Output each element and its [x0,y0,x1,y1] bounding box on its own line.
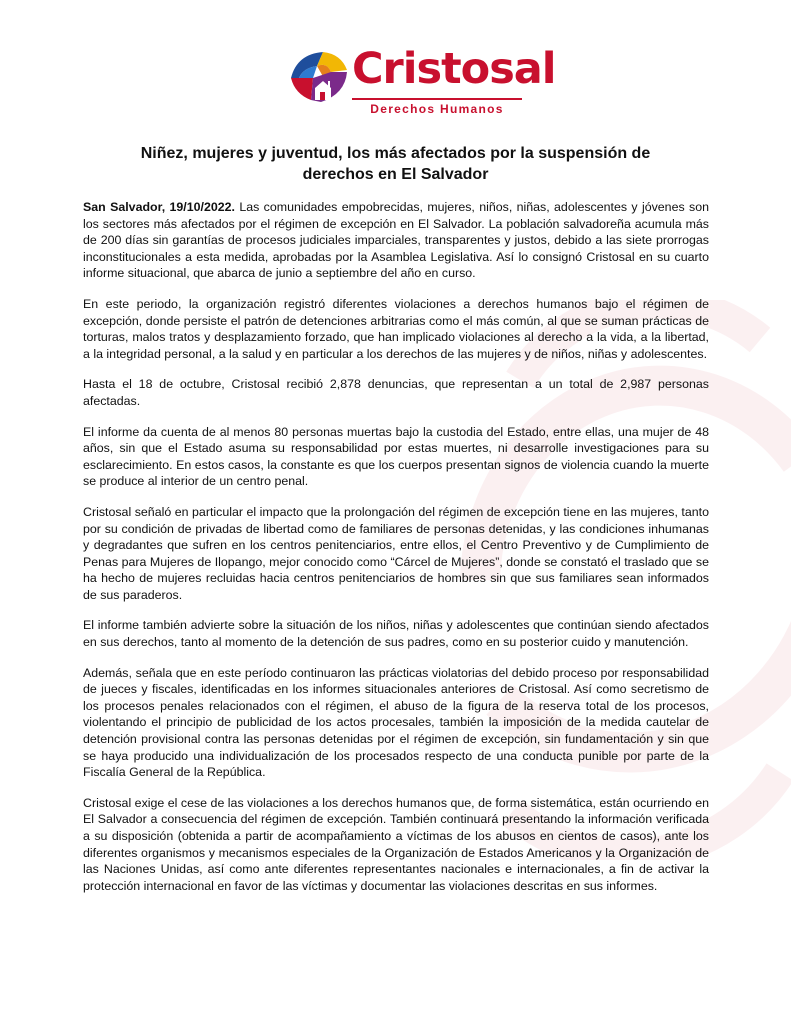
dateline: San Salvador, 19/10/2022. [83,200,235,214]
paragraph-5: Cristosal señaló en particular el impacto que la prolongación del régimen de excepción tiene en las mujeres, tanto por su condición de privadas de libertad como de familiares de personas detenidas, y las condiciones inhumanas y degradantes que sufren en los centros penitenciarios, entre ellos, el Centro Preventivo y de Cumplimiento de Penas para Mujeres de Ilopango, mejor conocido como “Cárcel de Mujeres”, donde se constató el traslado que se ha hecho de mujeres recluidas hacia centros penitenciarios de hombres sin que sus familiares sean informados de sus paraderos. [83,504,709,602]
brand-subtitle: Derechos Humanos [370,102,504,116]
paragraph-3: Hasta el 18 de octubre, Cristosal recibió 2,878 denuncias, que representan a un total de 2,987 personas afectadas. [83,377,709,408]
document-header [0,34,791,124]
cristosal-logo-icon [287,48,349,106]
paragraph-1-text: Las comunidades empobrecidas, mujeres, niños, niñas, adolescentes y jóvenes son los sectores más afectados por el régimen de excepción en El Salvador. La población salvadoreña acumula más de 200 días sin garantías de procesos judiciales imparciales, transparentes y justos, debido a las siete prorrogas inconstitucionales a esta medida, aprobadas por la Asamblea Legislativa. Así lo consignó Cristosal en su cuarto informe situacional, que abarca de junio a septiembre del año en curso. [83,200,709,281]
paragraph-4: El informe da cuenta de al menos 80 personas muertas bajo la custodia del Estado, entre ellas, una mujer de 48 años, sin que el Estado asuma su responsabilidad por estas muertes, ni desarrolle investigaciones para su esclarecimiento. En estos casos, la constante es que los cuerpos presentan signos de violencia cuando la muerte se produce al interior de un centro penal. [83,424,709,489]
article-body [83,199,709,908]
paragraph-1 [83,199,709,282]
brand-divider [352,98,522,100]
title-line-1: Niñez, mujeres y juventud, los más afectados por la suspensión de [140,145,651,162]
page-title [120,143,671,185]
paragraph-7: Además, señala que en este período continuaron las prácticas violatorias del debido proceso por responsabilidad de jueces y fiscales, identificadas en los informes situacionales anteriores de Cristosal. Así como secretismo de los procesos penales relacionados con el régimen, el abuso de la figura de la reserva total de los procesos, violentando el principio de publicidad de los actos procesales, también la imposición de la medida cautelar de detención provisional contra las personas detenidas por el régimen de excepción, sin fundamentación y sin que se haya producido una individualización de los procesados respecto de una conducta punible por parte de la Fiscalía General de la República. [83,665,709,780]
paragraph-6: El informe también advierte sobre la situación de los niños, niñas y adolescentes que continúan siendo afectados en sus derechos, tanto al momento de la detención de sus padres, como en su posterior cuido y manutención. [83,618,709,650]
title-line-2: derechos en El Salvador [302,166,489,183]
paragraph-8: Cristosal exige el cese de las violaciones a los derechos humanos que, de forma sistemática, están ocurriendo en El Salvador a consecuencia del régimen de excepción. También continuará presentando la información verificada a su disposición (obtenida a partir de acompañamiento a víctimas de los abusos en cientos de casos), ante los diferentes organismos y mecanismos especiales de la Organización de Estados Americanos y la Organización de las Naciones Unidas, así como ante diferentes representantes nacionales e internacionales, a fin de activar la protección internacional en favor de las víctimas y documentar las violaciones descritas en sus informes. [83,795,709,893]
paragraph-2: En este periodo, la organización registró diferentes violaciones a derechos humanos bajo el régimen de excepción, donde persiste el patrón de detenciones arbitrarias como el más común, al que se suman prácticas de torturas, malos tratos y desplazamiento forzado, que han implicado violaciones al derecho a la vida, a la libertad, a la integridad personal, a la salud y en particular a los derechos de las mujeres y de niños, niñas y adolescentes. [83,296,709,361]
brand-name: Cristosal [352,44,556,94]
